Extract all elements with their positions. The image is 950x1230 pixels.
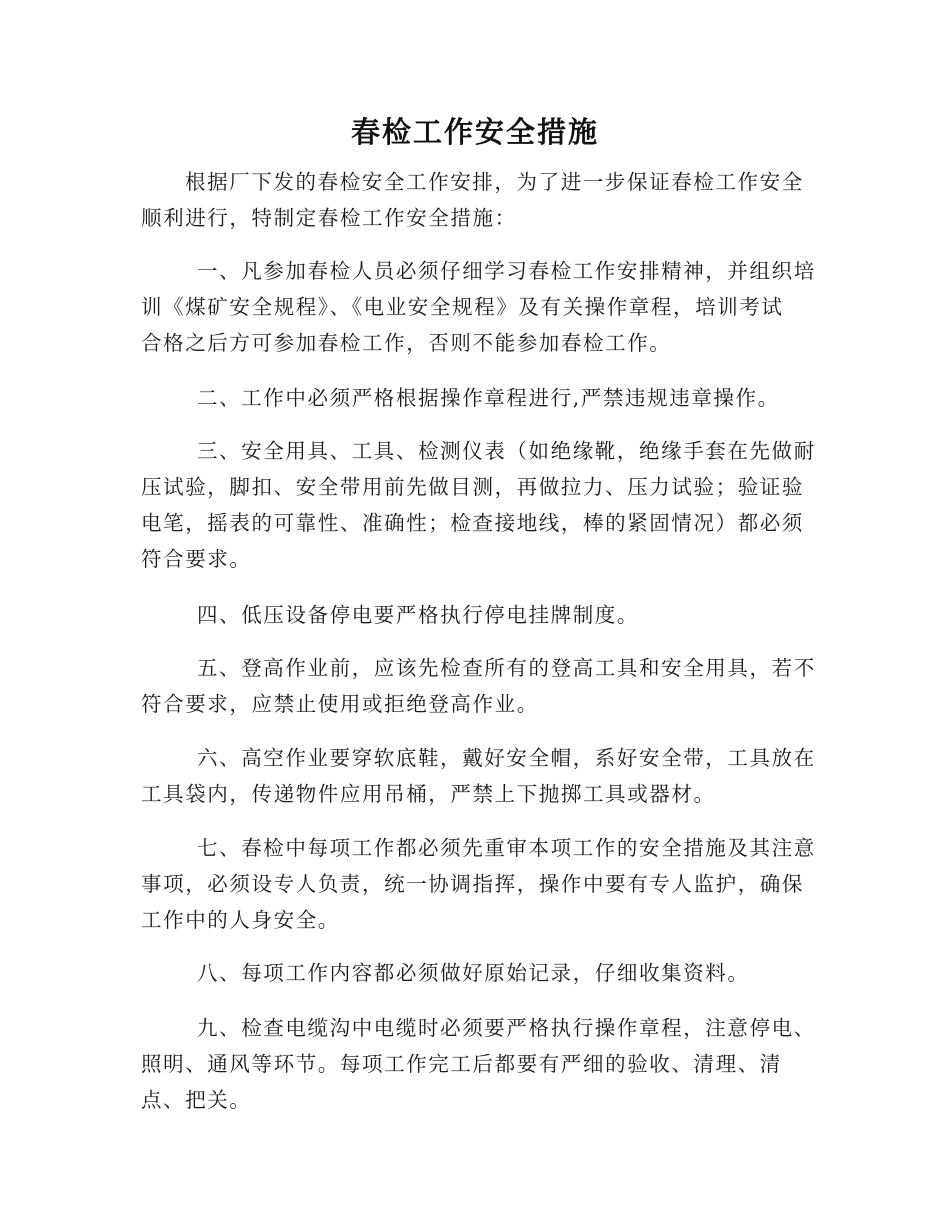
item-9-paragraph — [141, 1010, 816, 1118]
paragraph-line: 根据厂下发的春检安全工作安排，为了进一步保证春检工作安全 — [185, 170, 804, 194]
item-8-paragraph — [141, 955, 805, 991]
paragraph-line: 六、高空作业要穿软底鞋，戴好安全帽，系好安全带，工具放在 — [197, 746, 816, 770]
intro-paragraph — [141, 164, 805, 236]
paragraph-line: 五、登高作业前，应该先检查所有的登高工具和安全用具，若不 — [197, 656, 816, 680]
paragraph-line: 事项，必须设专人负责，统一协调指挥，操作中要有专人监护，确保 — [141, 872, 804, 896]
paragraph-line: 工作中的人身安全。 — [141, 908, 340, 932]
paragraph-line: 点、把关。 — [141, 1088, 252, 1112]
document-title: 春检工作安全措施 — [350, 115, 599, 149]
paragraph-line: 符合要求，应禁止使用或拒绝登高作业。 — [141, 692, 539, 716]
item-2-paragraph — [141, 380, 805, 416]
paragraph-line: 九、检查电缆沟中电缆时必须要严格执行操作章程，注意停电、 — [197, 1016, 816, 1040]
paragraph-line: 八、每项工作内容都必须做好原始记录，仔细收集资料。 — [197, 961, 750, 985]
paragraph-line: 照明、通风等环节。每项工作完工后都要有严细的验收、清理、清 — [141, 1052, 782, 1076]
item-4-paragraph — [141, 597, 805, 633]
paragraph-line: 合格之后方可参加春检工作，否则不能参加春检工作。 — [141, 331, 672, 355]
paragraph-line: 顺利进行，特制定春检工作安全措施： — [141, 206, 517, 230]
item-1-paragraph — [141, 253, 816, 361]
paragraph-line: 训《煤矿安全规程》、《电业安全规程》及有关操作章程，培训考试 — [141, 295, 784, 319]
paragraph-line: 压试验，脚扣、安全带用前先做目测，再做拉力、压力试验；验证验 — [141, 475, 804, 499]
paragraph-line: 七、春检中每项工作都必须先重审本项工作的安全措施及其注意 — [197, 836, 816, 860]
paragraph-line: 电笔，摇表的可靠性、准确性；检查接地线，棒的紧固情况）都必须 — [141, 511, 804, 535]
item-6-paragraph — [141, 740, 816, 812]
paragraph-line: 一、凡参加春检人员必须仔细学习春检工作安排精神，并组织培 — [197, 259, 816, 283]
paragraph-line: 四、低压设备停电要严格执行停电挂牌制度。 — [197, 603, 639, 627]
paragraph-line: 工具袋内，传递物件应用吊桶，严禁上下抛掷工具或器材。 — [141, 782, 716, 806]
paragraph-line: 三、安全用具、工具、检测仪表（如绝缘靴，绝缘手套在先做耐 — [197, 439, 816, 463]
paragraph-line: 二、工作中必须严格根据操作章程进行,严禁违规违章操作。 — [197, 386, 780, 410]
paragraph-line: 符合要求。 — [141, 547, 252, 571]
item-5-paragraph — [141, 650, 816, 722]
item-3-paragraph — [141, 433, 816, 577]
item-7-paragraph — [141, 830, 816, 938]
